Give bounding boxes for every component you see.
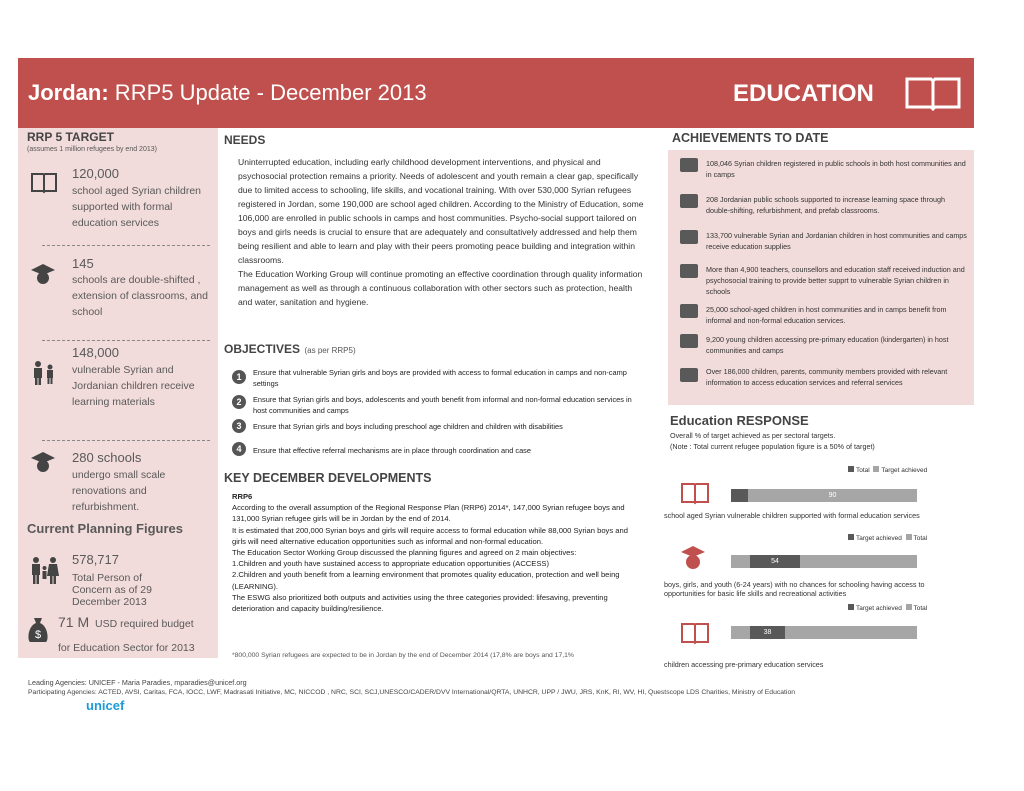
book-icon — [680, 622, 710, 646]
achievement-5: 25,000 school-aged children in host communities and in camps benefit from informal and non-formal education services. — [706, 305, 947, 325]
legend-swatch — [873, 466, 879, 472]
target-number-3: 148,000 — [72, 345, 119, 360]
target-label-2: schools are double-shifted , extension of classrooms, and school — [72, 274, 208, 318]
objective-text-1: Ensure that vulnerable Syrian girls and boys are provided with access to formal education in camps and non-camp settings — [253, 368, 627, 388]
target-number-2: 145 — [72, 256, 94, 271]
developments-footnote: *800,000 Syrian refugees are expected to be in Jordan by the end of December 2014 (17,8% are boys and 17,1% — [232, 652, 574, 659]
needs-paragraph-2: The Education Working Group will continue promoting an effective coordination through quality information management as well as through a continuous collaboration with other sectors such as protection, health and water, sanitation and hygiene. — [238, 269, 643, 307]
legend-label: Target achieved — [881, 467, 928, 474]
achievement-3: 133,700 vulnerable Syrian and Jordanian children in host communities and camps receive education supplies — [706, 231, 967, 251]
supplies-icon — [680, 230, 698, 244]
response-note-2: (Note : Total current refugee population figure is a 50% of target) — [670, 442, 875, 451]
school-icon — [680, 194, 698, 208]
target-number-4: 280 schools — [72, 450, 142, 465]
bar-label-1: 90 — [828, 492, 837, 499]
bar-category-2: boys, girls, and youth (6-24 years) with no chances for schooling having access to opportunities for basic life skills and recreational activities — [664, 580, 925, 598]
achievement-6: 9,200 young children accessing pre-primary education (kindergarten) in host communities and camps — [706, 335, 949, 355]
target-subheading: (assumes 1 million refugees by end 2013) — [27, 146, 157, 153]
objective-number-3: 3 — [232, 419, 246, 433]
objectives-heading: OBJECTIVES — [224, 342, 301, 356]
objectives-note: (as per RRP5) — [304, 346, 356, 355]
book-icon — [903, 75, 963, 111]
objective-text-4: Ensure that effective referral mechanisms are in place through coordination and case — [253, 446, 531, 455]
page-title — [28, 80, 427, 106]
needs-text — [238, 155, 648, 309]
unicef-logo: unicef — [86, 698, 125, 713]
developments-p5: 2.Children and youth benefit from a learning environment that promotes quality education, protection and well being (LEARNING). — [232, 570, 620, 591]
developments-p3: The Education Sector Working Group discussed the planning figures and agreed on 2 main objectives: — [232, 548, 577, 558]
developments-p6: The ESWG also prioritized both outputs and activities using the three categories provided: lifesaving, preventing deterioration and capacity building/resilience. — [232, 592, 608, 614]
achievement-4: More than 4,900 teachers, counsellors and education staff received induction and psychosocial training to provide better supprt to vulnerable Syrian children in schools — [706, 265, 965, 296]
legend-swatch — [906, 604, 912, 610]
developments-subheading: RRP6 — [232, 492, 253, 501]
achievements-heading: ACHIEVEMENTS TO DATE — [672, 131, 829, 145]
legend-swatch — [906, 534, 912, 540]
achievement-7: Over 186,000 children, parents, community members provided with relevant information to access education services and referral services — [706, 367, 948, 387]
objective-number-4: 4 — [232, 442, 246, 456]
school-icon — [680, 334, 698, 348]
bar-achieved-2 — [750, 555, 800, 568]
legend-label: Total — [913, 535, 928, 542]
target-label-1: school aged Syrian children supported with formal education services — [72, 185, 201, 229]
bar-total-1 — [731, 489, 749, 502]
developments-p1: According to the overall assumption of the Regional Response Plan (RRP6) 2014*, 147,000 Syrian refugee boys and 131,000 Syrian refugee girls will be in Jordan by the end of 2014. — [232, 503, 625, 524]
planning-budget-label-2: for Education Sector for 2013 — [58, 642, 195, 654]
developments-p4: 1.Children and youth have sustained access to appropriate education opportunities (ACCESS) — [232, 559, 550, 569]
achievement-1: 108,046 Syrian children registered in public schools in both host communities and in camps — [706, 159, 966, 179]
title-country: Jordan: — [28, 80, 109, 105]
graduate-icon — [30, 262, 56, 288]
achievement-2: 208 Jordanian public schools supported to increase learning space through double-shifting, refurbishment, and prefab classrooms. — [706, 195, 945, 215]
svg-text:$: $ — [34, 629, 42, 641]
family-icon — [28, 556, 62, 586]
legend-3 — [848, 604, 927, 612]
divider — [42, 440, 210, 441]
legend-1 — [848, 466, 927, 474]
divider — [42, 245, 210, 246]
planning-heading: Current Planning Figures — [27, 521, 184, 536]
book-icon — [680, 482, 710, 506]
school-icon — [680, 264, 698, 278]
target-heading: RRP 5 TARGET — [27, 130, 114, 144]
response-heading: Education RESPONSE — [670, 413, 809, 428]
developments-p2: It is estimated that 200,000 Syrian boys and girls will require access to formal education while 88,000 Syrian boys and girls will need alternative education opportunities such as informal and non-formal education. — [232, 525, 628, 546]
legend-swatch — [848, 604, 854, 610]
planning-budget-label: USD required budget — [95, 618, 194, 630]
chart-icon — [680, 158, 698, 172]
title-subtitle: RRP5 Update - December 2013 — [108, 80, 427, 105]
chart-icon — [680, 368, 698, 382]
supplies-icon — [680, 304, 698, 318]
target-label-4: undergo small scale renovations and refurbishment. — [72, 469, 166, 513]
needs-paragraph-1: Uninterrupted education, including early childhood development interventions, and physical and psychosocial protection remains a priority. Needs of adolescent and youth remain a clear gap, specifically due to limited access to schooling, life skills, and vocational training. With over 530,000 Syrian refugees registered in Jordan, some 190,000 are school aged children. According to the Ministry of Education, some 106,000 are enrolled in public schools in camps and host communities. Psycho-social support tailored on boys and girls needs is crucial to ensure that are adequately and consultatively addressed and help them being resilient and able to learn and play with their peers promoting peace building and integration within classrooms. — [238, 157, 644, 265]
legend-2 — [848, 534, 927, 542]
planning-people-label: Total Person of Concern as of 29 December 2013 — [72, 572, 152, 608]
graduate-icon — [30, 450, 56, 476]
money-bag-icon — [26, 616, 50, 644]
graduate-icon — [680, 544, 706, 572]
divider — [42, 340, 210, 341]
objective-number-1: 1 — [232, 370, 246, 384]
book-icon — [30, 172, 58, 194]
needs-heading: NEEDS — [224, 133, 266, 147]
target-number-1: 120,000 — [72, 166, 119, 181]
bar-achieved-1 — [748, 489, 917, 502]
legend-label: Total — [856, 467, 870, 474]
bar-category-3: children accessing pre-primary education services — [664, 660, 824, 669]
legend-swatch — [848, 466, 854, 472]
legend-label: Total — [913, 605, 928, 612]
planning-people-number: 578,717 — [72, 552, 119, 567]
developments-text — [232, 491, 642, 614]
target-label-3: vulnerable Syrian and Jordanian children receive learning materials — [72, 364, 195, 408]
legend-label: Target achieved — [856, 535, 902, 542]
objectives-title — [224, 340, 356, 358]
bar-achieved-3 — [750, 626, 785, 639]
bar-label-3: 38 — [763, 629, 772, 636]
planning-budget-number: 71 M — [58, 614, 90, 630]
response-note-1: Overall % of target achieved as per sectoral targets. — [670, 431, 836, 440]
legend-swatch — [848, 534, 854, 540]
objective-number-2: 2 — [232, 395, 246, 409]
objective-text-2: Ensure that Syrian girls and boys, adolescents and youth benefit from informal and non-formal education services in host communities and camps — [253, 395, 632, 415]
bar-label-2: 54 — [771, 558, 779, 565]
bar-category-1: school aged Syrian vulnerable children supported with formal education services — [664, 511, 920, 520]
family-icon — [30, 360, 58, 386]
sector-title: EDUCATION — [733, 80, 874, 107]
footer-lead-agencies: Leading Agencies: UNICEF - Maria Paradies, mparadies@unicef.org — [28, 678, 247, 687]
developments-heading: KEY DECEMBER DEVELOPMENTS — [224, 471, 432, 485]
legend-label: Target achieved — [856, 605, 902, 612]
objective-text-3: Ensure that Syrian girls and boys including preschool age children and children with disabilities — [253, 422, 563, 431]
footer-participating-agencies: Participating Agencies: ACTED, AVSI, Caritas, FCA, IOCC, LWF, Madrasati Initiative, MC, NICCOD , NRC, SCI, SCJ,UNESCO/CADER/DVV International/QRTA, UNHCR, UPP / JWU, JRS, KnK, RI, WV, HI, Questscope LDS Charities, Ministry of Education — [28, 689, 796, 696]
